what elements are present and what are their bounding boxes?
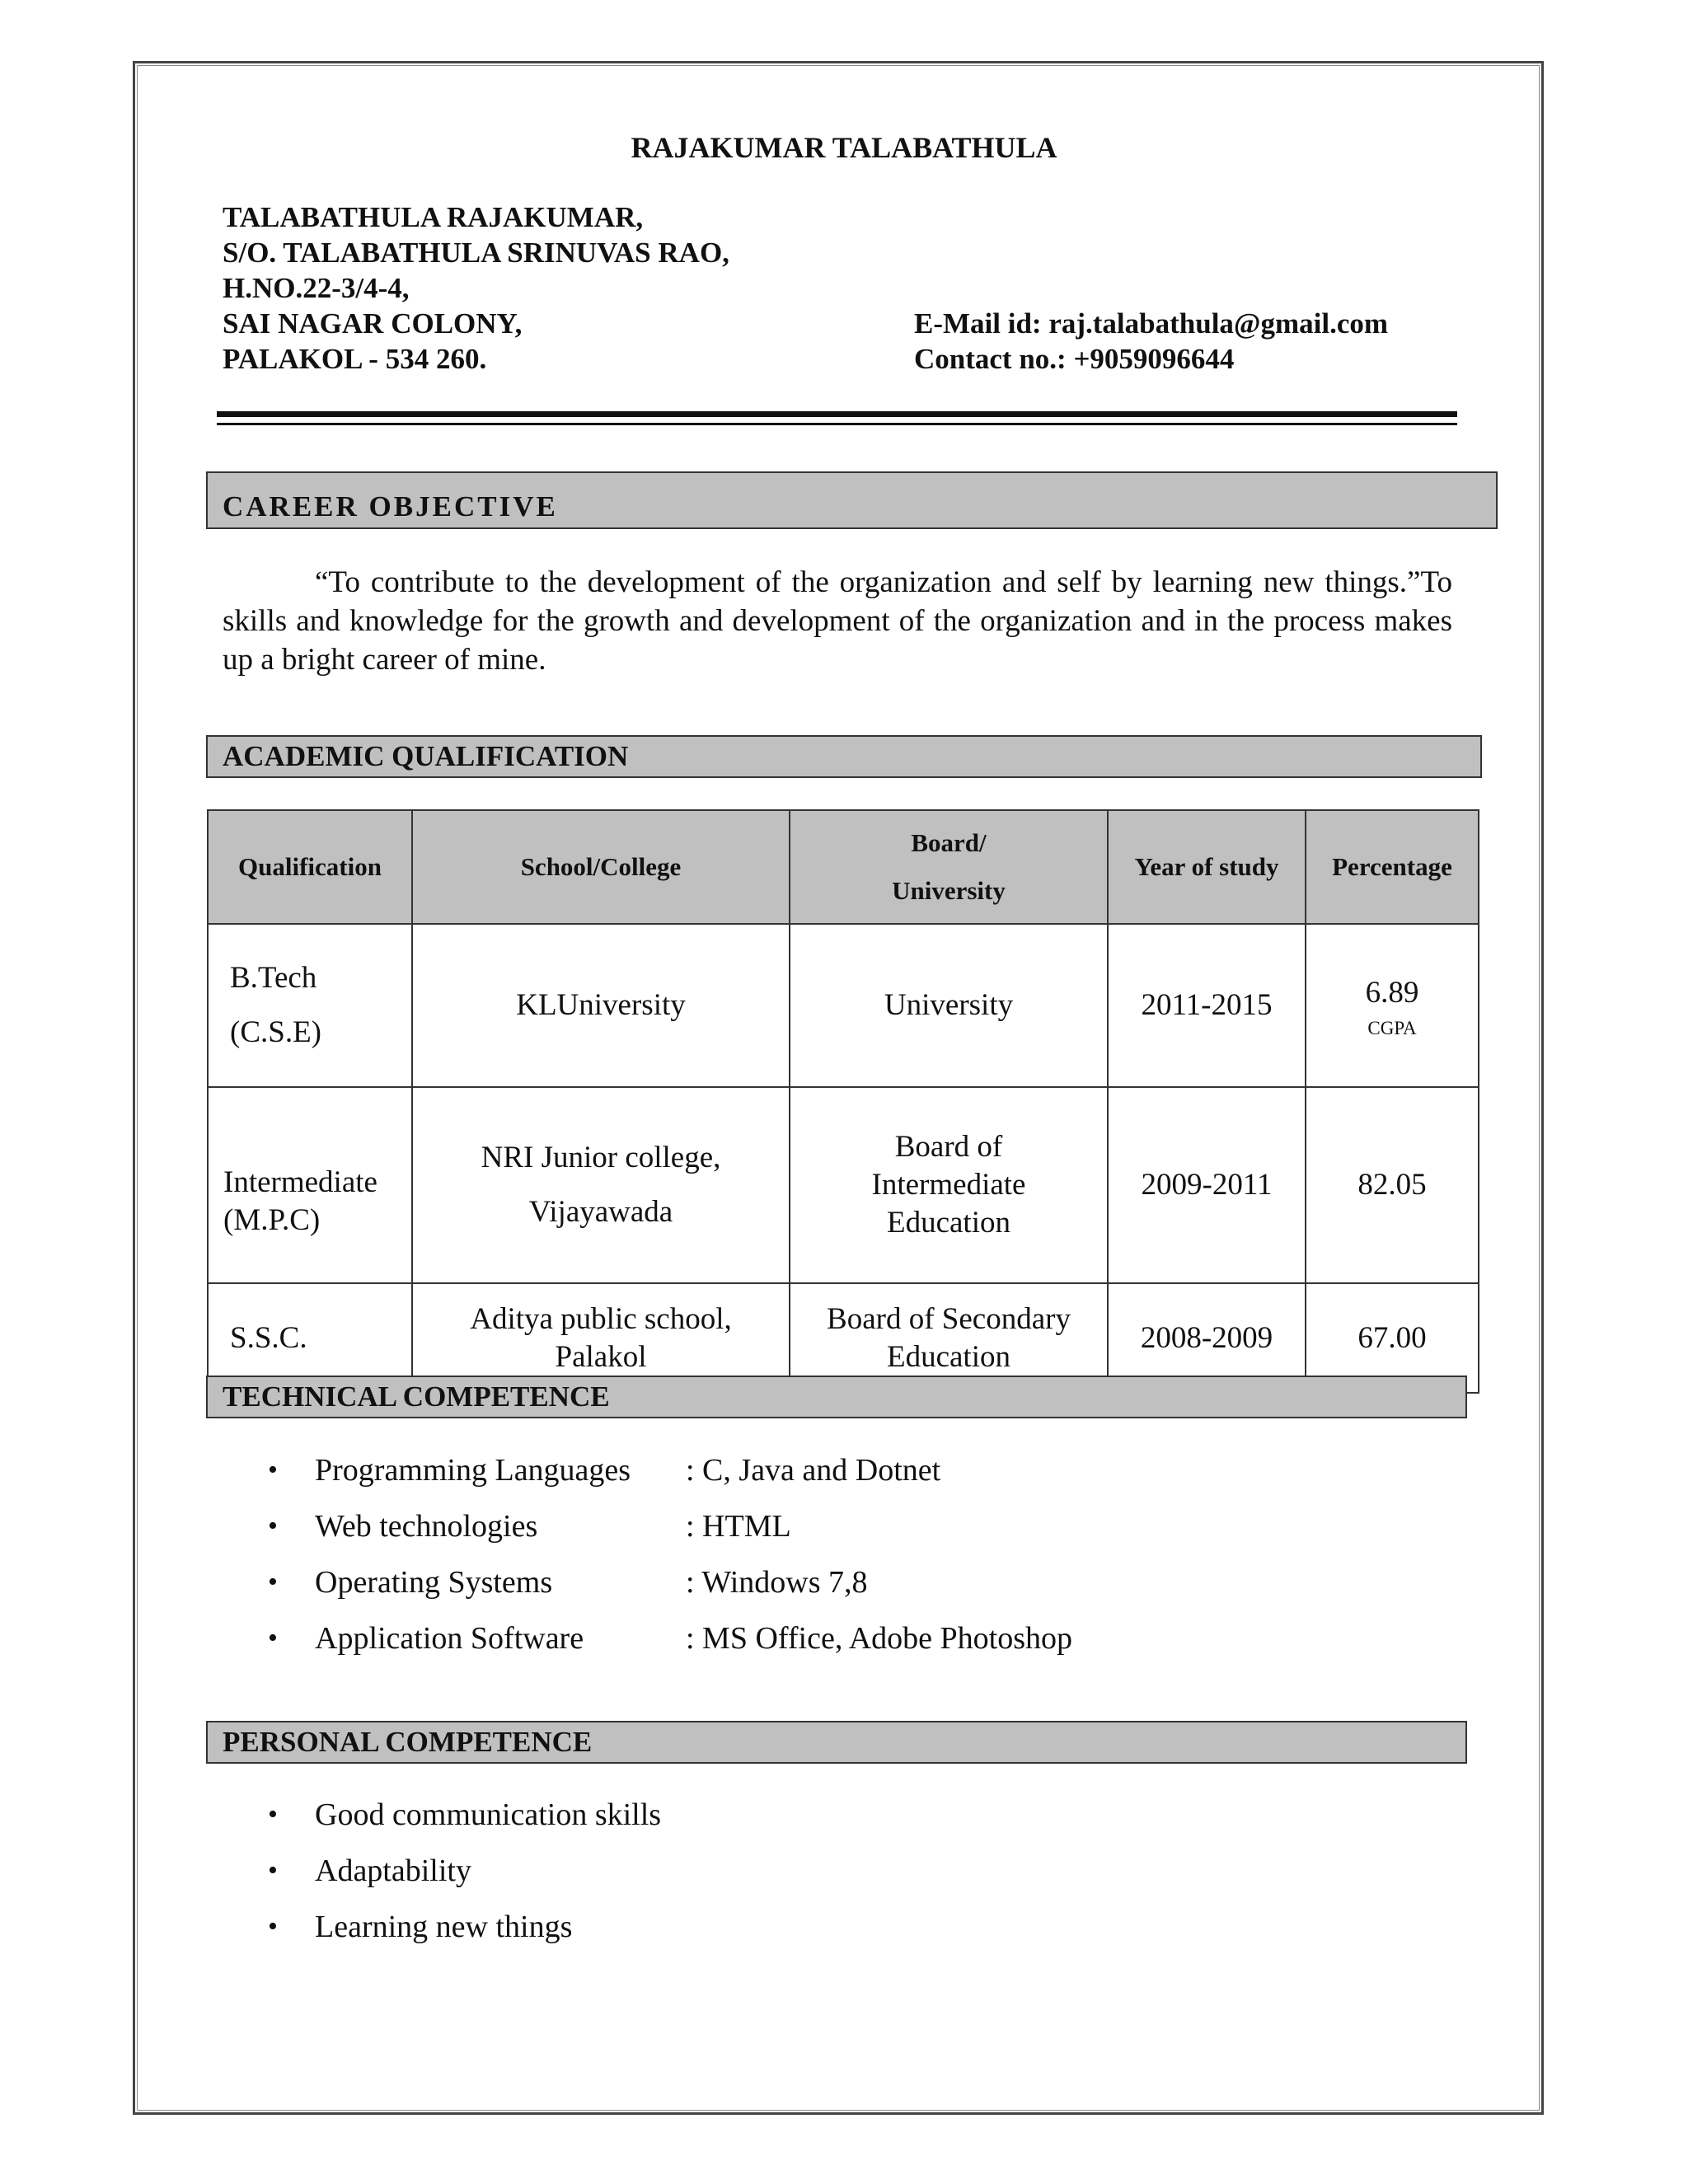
- career-objective-heading: CAREER OBJECTIVE: [206, 471, 1498, 529]
- board-line: Board of: [894, 1130, 1003, 1164]
- percentage-cell: [1306, 924, 1479, 1087]
- list-item: [268, 1442, 1072, 1498]
- header-divider-thin: [217, 423, 1457, 425]
- board-line: Education: [886, 1339, 1010, 1374]
- board-cell: University: [790, 924, 1108, 1087]
- skill-value: : C, Java and Dotnet: [686, 1453, 941, 1488]
- school-line: Vijayawada: [528, 1195, 673, 1229]
- qualification-line: Intermediate: [223, 1165, 377, 1199]
- percentage-cell: 82.05: [1306, 1087, 1479, 1283]
- qualification-line: (M.P.C): [223, 1203, 321, 1237]
- year-cell: 2008-2009: [1108, 1283, 1306, 1393]
- school-line: Palakol: [555, 1339, 647, 1374]
- column-header: School/College: [412, 810, 790, 924]
- address-line: H.NO.22-3/4-4,: [223, 272, 410, 304]
- table-header-row: [208, 810, 1479, 924]
- skill-label: Application Software: [315, 1621, 584, 1656]
- table-row: [208, 924, 1479, 1087]
- school-line: NRI Junior college,: [481, 1141, 721, 1174]
- academic-table: [207, 809, 1479, 1394]
- address-line: S/O. TALABATHULA SRINUVAS RAO,: [223, 237, 729, 269]
- bullet-icon: •: [268, 1799, 278, 1830]
- column-header: [790, 810, 1108, 924]
- column-header-line: Board/: [911, 828, 987, 857]
- qualification-line: B.Tech: [230, 961, 317, 995]
- board-cell: [790, 1087, 1108, 1283]
- board-line: Education: [886, 1206, 1010, 1240]
- address-block: [223, 199, 729, 377]
- column-header: Percentage: [1306, 810, 1479, 924]
- column-header: Qualification: [208, 810, 412, 924]
- school-cell: KLUniversity: [412, 924, 790, 1087]
- score-note: CGPA: [1367, 1018, 1417, 1038]
- qualification-cell: S.S.C.: [208, 1283, 412, 1393]
- qualification-line: (C.S.E): [230, 1015, 321, 1049]
- phone-line: Contact no.: +9059096644: [914, 343, 1235, 375]
- list-item: [268, 1899, 661, 1955]
- technical-list: [268, 1442, 1072, 1666]
- skill-value: : MS Office, Adobe Photoshop: [686, 1621, 1073, 1656]
- board-line: Intermediate: [871, 1168, 1026, 1202]
- qualification-cell: [208, 1087, 412, 1283]
- personal-skill: Good communication skills: [315, 1797, 662, 1832]
- skill-label: Operating Systems: [315, 1565, 553, 1600]
- career-objective-text: “To contribute to the development of the organization and self by learning new things.”To skills and knowledge for the growth and development of the organization and in the process makes up a bright career of mine.: [223, 565, 1452, 677]
- bullet-icon: •: [268, 1623, 278, 1653]
- qualification-cell: [208, 924, 412, 1087]
- personal-skill: Learning new things: [315, 1910, 573, 1944]
- personal-skill: Adaptability: [315, 1854, 471, 1888]
- address-line: TALABATHULA RAJAKUMAR,: [223, 201, 644, 233]
- table-row: [208, 1087, 1479, 1283]
- bullet-icon: •: [268, 1455, 278, 1485]
- year-cell: 2011-2015: [1108, 924, 1306, 1087]
- list-item: [268, 1843, 661, 1899]
- column-header: Year of study: [1108, 810, 1306, 924]
- school-cell: [412, 1087, 790, 1283]
- address-line: SAI NAGAR COLONY,: [223, 307, 523, 340]
- technical-heading: TECHNICAL COMPETENCE: [206, 1376, 1467, 1418]
- board-line: Board of Secondary: [827, 1301, 1071, 1336]
- address-line: PALAKOL - 534 260.: [223, 343, 487, 375]
- bullet-icon: •: [268, 1511, 278, 1541]
- bullet-icon: •: [268, 1855, 278, 1886]
- list-item: [268, 1498, 1072, 1554]
- percentage-cell: 67.00: [1306, 1283, 1479, 1393]
- score-value: 6.89: [1365, 976, 1419, 1010]
- column-header-line: University: [892, 876, 1006, 905]
- list-item: [268, 1787, 661, 1843]
- skill-label: Programming Languages: [315, 1453, 631, 1488]
- bullet-icon: •: [268, 1567, 278, 1597]
- skill-label: Web technologies: [315, 1509, 538, 1544]
- header-divider: [217, 411, 1457, 417]
- personal-list: [268, 1787, 661, 1955]
- contact-block: [914, 306, 1388, 377]
- year-cell: 2009-2011: [1108, 1087, 1306, 1283]
- skill-value: : HTML: [686, 1509, 791, 1544]
- list-item: [268, 1554, 1072, 1610]
- list-item: [268, 1610, 1072, 1666]
- resume-title: RAJAKUMAR TALABATHULA: [631, 131, 1057, 164]
- academic-heading: ACADEMIC QUALIFICATION: [206, 735, 1482, 778]
- bullet-icon: •: [268, 1911, 278, 1942]
- school-line: Aditya public school,: [470, 1301, 732, 1336]
- skill-value: : Windows 7,8: [686, 1565, 868, 1600]
- personal-heading: PERSONAL COMPETENCE: [206, 1721, 1467, 1764]
- email-line: E-Mail id: raj.talabathula@gmail.com: [914, 307, 1389, 340]
